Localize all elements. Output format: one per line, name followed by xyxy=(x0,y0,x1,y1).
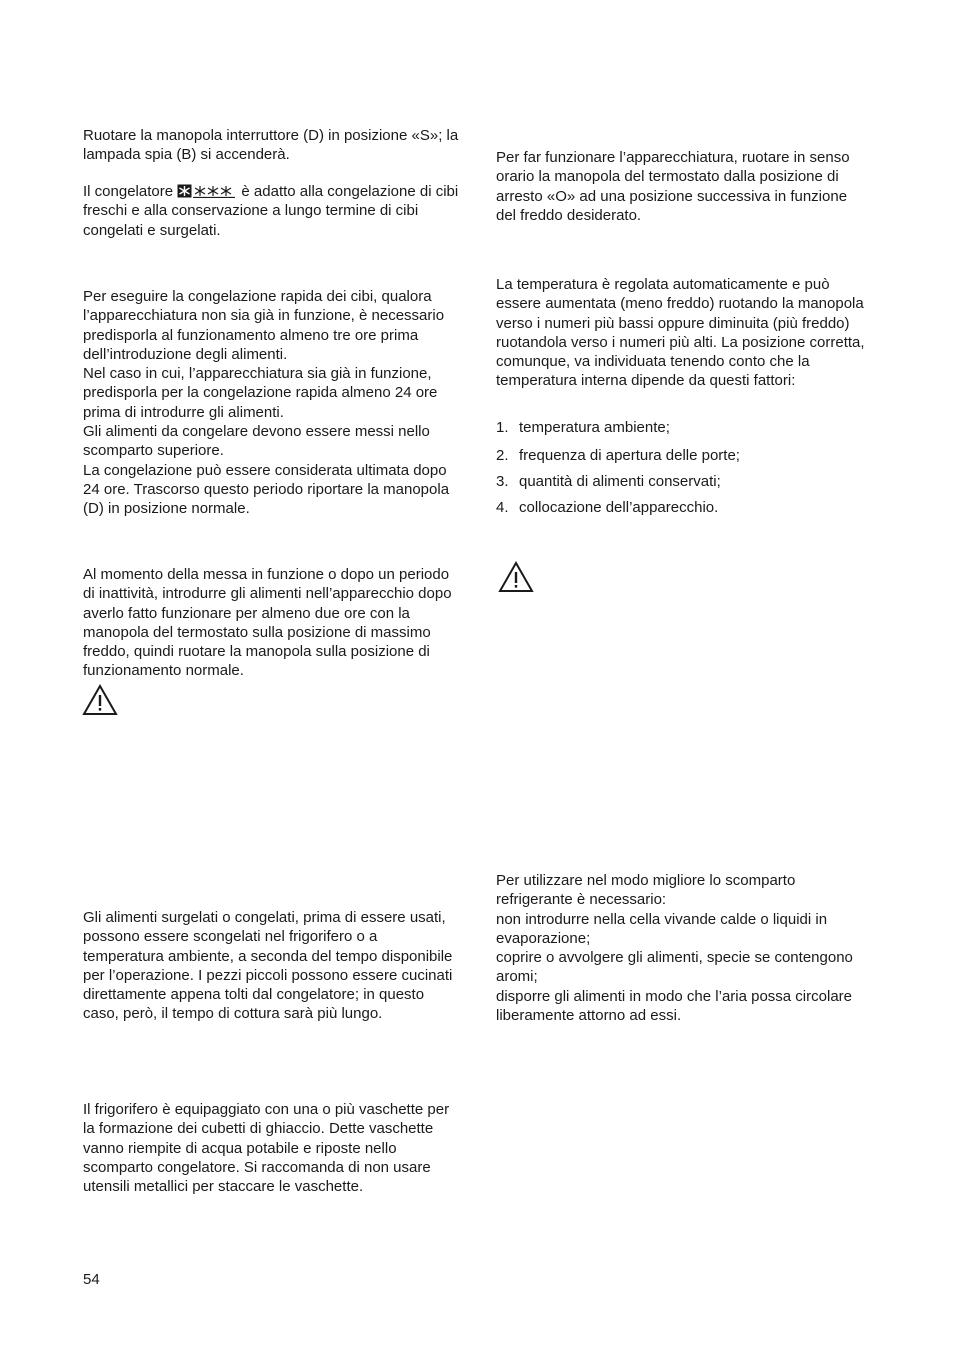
four-star-freezer-icon xyxy=(177,184,237,198)
fridge-use-line: disporre gli alimenti in modo che l’aria possa circolare liberamente attorno ad essi. xyxy=(496,987,852,1025)
list-item: 1. temperatura ambiente; xyxy=(496,419,670,436)
fast-freezing-line: La congelazione può essere considerata ultimata dopo 24 ore. Trascorso questo periodo riportare la manopola (D) in posizione normale. xyxy=(83,461,450,518)
fast-freezing-section xyxy=(83,287,461,519)
thawing-instructions: Gli alimenti surgelati o congelati, prima di essere usati, possono essere scongelati nel frigorifero o a temperatura ambiente, a seconda del tempo disponibile per l’operazione. I pezzi piccoli possono essere cucinati direttamente appena tolti dal congelatore; in questo caso, però, il tempo di cottura sarà più lungo. xyxy=(83,909,453,1023)
fridge-use-line: Per utilizzare nel modo migliore lo scomparto refrigerante è necessario: xyxy=(496,872,796,909)
freezer-text-before: Il congelatore xyxy=(83,183,174,200)
fridge-use-line: coprire o avvolgere gli alimenti, specie se contengono aromi; xyxy=(496,949,853,986)
ice-cubes-instructions: Il frigorifero è equipaggiato con una o più vaschette per la formazione dei cubetti di ghiaccio. Dette vaschette vanno riempite di acqua potabile e riposte nello scomparto congelatore. Si raccomanda di non usare utensili metallici per staccare le vaschette. xyxy=(83,1101,450,1196)
fast-freezing-line: Nel caso in cui, l’apparecchiatura sia già in funzione, predisporla per la congelazione rapida almeno 24 ore prima di introdurre gli alimenti. xyxy=(83,365,438,421)
switch-on-instructions: Ruotare la manopola interruttore (D) in posizione «S»; la lampada spia (B) si accenderà. xyxy=(83,127,459,164)
warning-triangle-icon xyxy=(82,684,118,716)
freezer-description xyxy=(83,182,461,240)
page-number: 54 xyxy=(83,1271,100,1288)
fast-freezing-line: Per eseguire la congelazione rapida dei cibi, qualora l’apparecchiatura non sia già in funzione, è necessario predisporla al funzionamento almeno tre ore prima dell’introduzione degli alimenti. xyxy=(83,288,445,363)
freezer-text-after: è adatto alla congelazione di cibi freschi e alla conservazione a lungo termine di cibi congelati e surgelati. xyxy=(83,183,459,239)
fridge-use-line: non introdurre nella cella vivande calde o liquidi in evaporazione; xyxy=(496,910,828,947)
fast-freezing-line: Gli alimenti da congelare devono essere messi nello scomparto superiore. xyxy=(83,423,430,460)
list-item: 2. frequenza di apertura delle porte; xyxy=(496,447,740,464)
fridge-use-section xyxy=(496,871,868,1025)
temperature-instructions: La temperatura è regolata automaticamente e può essere aumentata (meno freddo) ruotando la manopola verso i numeri più bassi oppure diminuita (più freddo) ruotandola verso i numeri più alti. La posizione corretta, comunque, va individuata tenendo conto che la temperatura interna dipende da questi fattori: xyxy=(496,276,865,390)
warning-triangle-icon xyxy=(498,561,534,593)
list-item: 3. quantità di alimenti conservati; xyxy=(496,473,721,490)
operation-instructions: Per far funzionare l’apparecchiatura, ruotare in senso orario la manopola del termostato dalla posizione di arresto «O» ad una posizione successiva in funzione del freddo desiderato. xyxy=(496,149,850,224)
startup-instructions: Al momento della messa in funzione o dopo un periodo di inattività, introdurre gli alimenti nell’apparecchio dopo averlo fatto funzionare per almeno due ore con la manopola del termostato sulla posizione di massimo freddo, quindi ruotare la manopola sulla posizione di funzionamento normale. xyxy=(83,566,452,680)
list-item: 4. collocazione dell’apparecchio. xyxy=(496,499,719,516)
